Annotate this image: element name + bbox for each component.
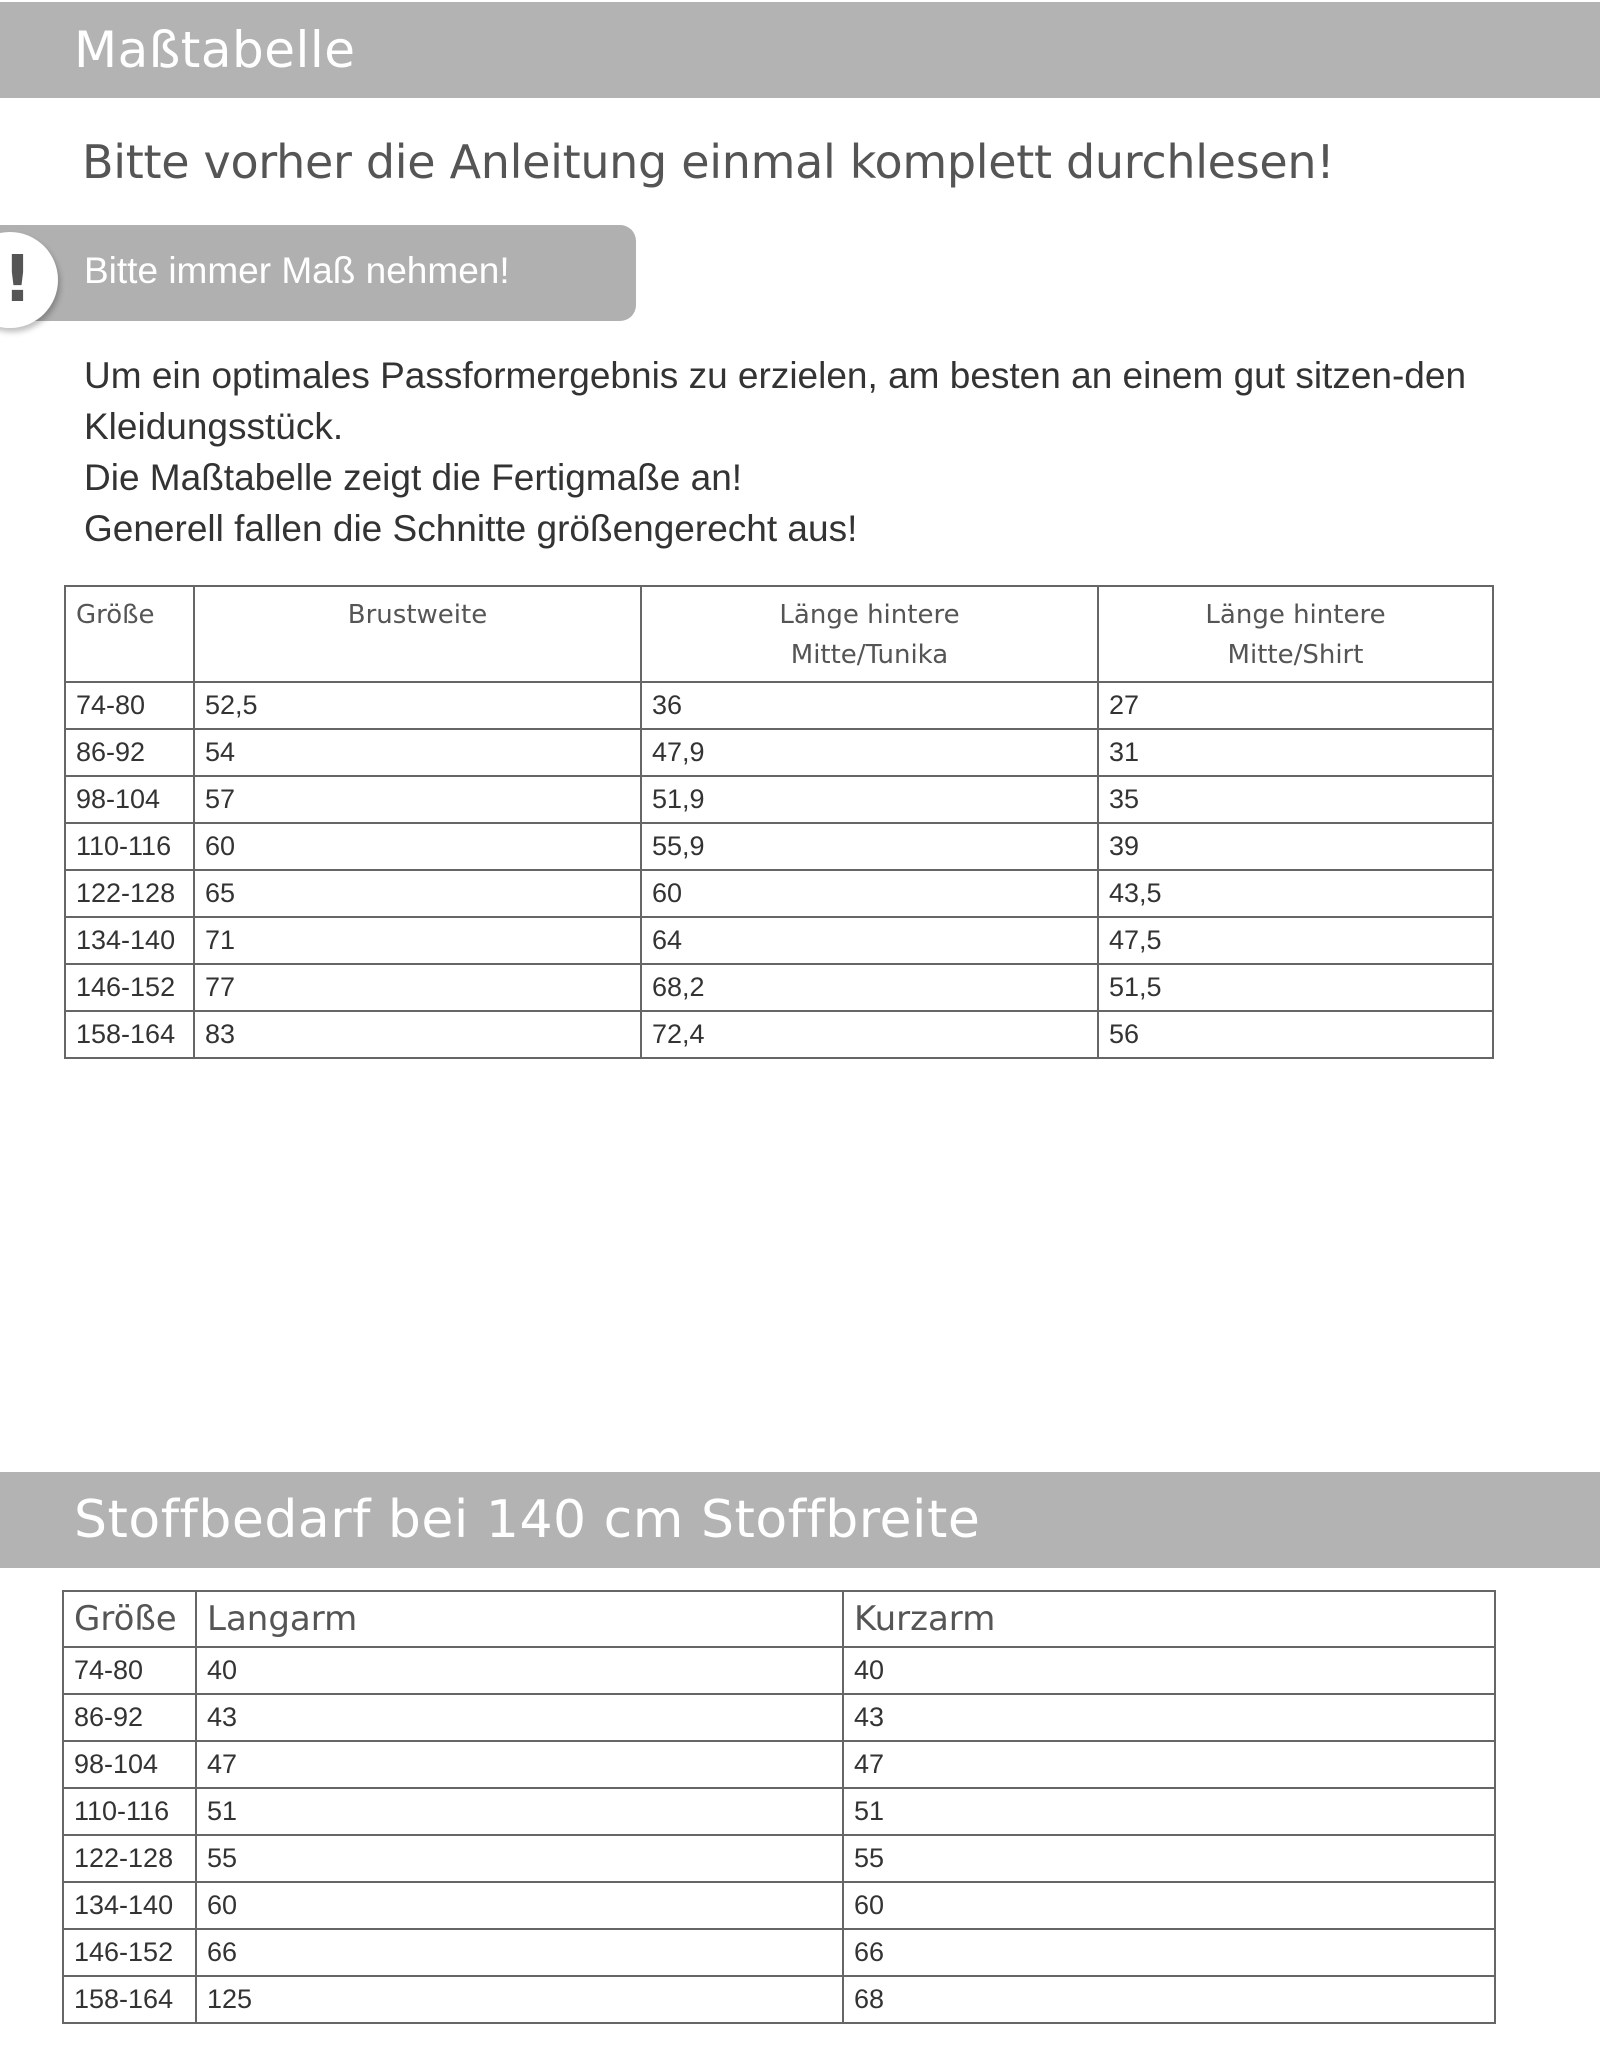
table-cell: 39 [1098,823,1493,870]
table-cell: 55,9 [641,823,1098,870]
table-cell: 74-80 [65,682,194,729]
table-cell: 125 [196,1976,843,2023]
table-row [63,1788,1495,1835]
table-cell: 60 [641,870,1098,917]
table-cell: 66 [843,1929,1495,1976]
notice-text: Bitte immer Maß nehmen! [84,250,510,291]
table-cell: 51 [843,1788,1495,1835]
table-cell: 36 [641,682,1098,729]
column-header-long-sleeve: Langarm [196,1591,843,1647]
table-cell: 40 [843,1647,1495,1694]
table-cell: 110-116 [65,823,194,870]
section-title: Maßtabelle [74,21,356,79]
table-cell: 47 [196,1741,843,1788]
table-cell: 40 [196,1647,843,1694]
table-row [63,1929,1495,1976]
table-row [63,1647,1495,1694]
table-header-row [65,586,1493,682]
table-row [63,1694,1495,1741]
table-row [65,729,1493,776]
table-row [65,823,1493,870]
table-cell: 68 [843,1976,1495,2023]
table-row [63,1976,1495,2023]
table-cell: 72,4 [641,1011,1098,1058]
table-cell: 122-128 [63,1835,196,1882]
table-cell: 51,5 [1098,964,1493,1011]
table-cell: 68,2 [641,964,1098,1011]
section-header-masstabelle [0,2,1600,98]
table-cell: 158-164 [63,1976,196,2023]
intro-paragraph: Die Maßtabelle zeigt die Fertigmaße an! [84,457,743,498]
table-row [65,964,1493,1011]
table-cell: 98-104 [65,776,194,823]
column-header-length-tunic: Länge hintere Mitte/Tunika [641,586,1098,682]
table-cell: 64 [641,917,1098,964]
table-cell: 74-80 [63,1647,196,1694]
table-cell: 55 [196,1835,843,1882]
instruction-heading: Bitte vorher die Anleitung einmal komplett durchlesen! [82,135,1335,189]
table-cell: 43 [843,1694,1495,1741]
column-header-short-sleeve: Kurzarm [843,1591,1495,1647]
table-cell: 52,5 [194,682,641,729]
table-cell: 86-92 [65,729,194,776]
table-row [65,917,1493,964]
section-title: Stoffbedarf bei 140 cm Stoffbreite [74,1490,981,1550]
table-cell: 47,9 [641,729,1098,776]
column-header-chest: Brustweite [194,586,641,682]
intro-text [84,350,1504,554]
table-cell: 60 [194,823,641,870]
table-cell: 35 [1098,776,1493,823]
table-row [63,1882,1495,1929]
exclamation-symbol: ! [2,243,32,317]
table-row [63,1741,1495,1788]
table-cell: 66 [196,1929,843,1976]
table-cell: 54 [194,729,641,776]
table-cell: 86-92 [63,1694,196,1741]
column-header-length-shirt: Länge hintere Mitte/Shirt [1098,586,1493,682]
table-cell: 43,5 [1098,870,1493,917]
table-cell: 71 [194,917,641,964]
table-cell: 60 [196,1882,843,1929]
table-cell: 47,5 [1098,917,1493,964]
table-cell: 60 [843,1882,1495,1929]
intro-paragraph: Generell fallen die Schnitte größengerecht aus! [84,508,858,549]
table-cell: 146-152 [63,1929,196,1976]
fabric-table [62,1590,1496,2024]
table-cell: 134-140 [65,917,194,964]
table-cell: 146-152 [65,964,194,1011]
table-cell: 51 [196,1788,843,1835]
table-cell: 56 [1098,1011,1493,1058]
table-cell: 55 [843,1835,1495,1882]
column-header-size: Größe [65,586,194,682]
table-header-row [63,1591,1495,1647]
table-row [65,776,1493,823]
table-cell: 77 [194,964,641,1011]
table-row [63,1835,1495,1882]
table-cell: 83 [194,1011,641,1058]
table-cell: 43 [196,1694,843,1741]
table-cell: 65 [194,870,641,917]
table-cell: 98-104 [63,1741,196,1788]
column-header-size: Größe [63,1591,196,1647]
intro-paragraph: Um ein optimales Passformergebnis zu erzielen, am besten an einem gut sitzen-den Kleidungsstück. [84,355,1467,447]
table-cell: 158-164 [65,1011,194,1058]
table-cell: 51,9 [641,776,1098,823]
table-cell: 110-116 [63,1788,196,1835]
table-cell: 47 [843,1741,1495,1788]
table-row [65,682,1493,729]
table-cell: 57 [194,776,641,823]
table-cell: 134-140 [63,1882,196,1929]
measurement-table [64,585,1494,1059]
table-cell: 27 [1098,682,1493,729]
table-row [65,1011,1493,1058]
table-cell: 122-128 [65,870,194,917]
section-header-fabric [0,1472,1600,1568]
table-row [65,870,1493,917]
table-cell: 31 [1098,729,1493,776]
